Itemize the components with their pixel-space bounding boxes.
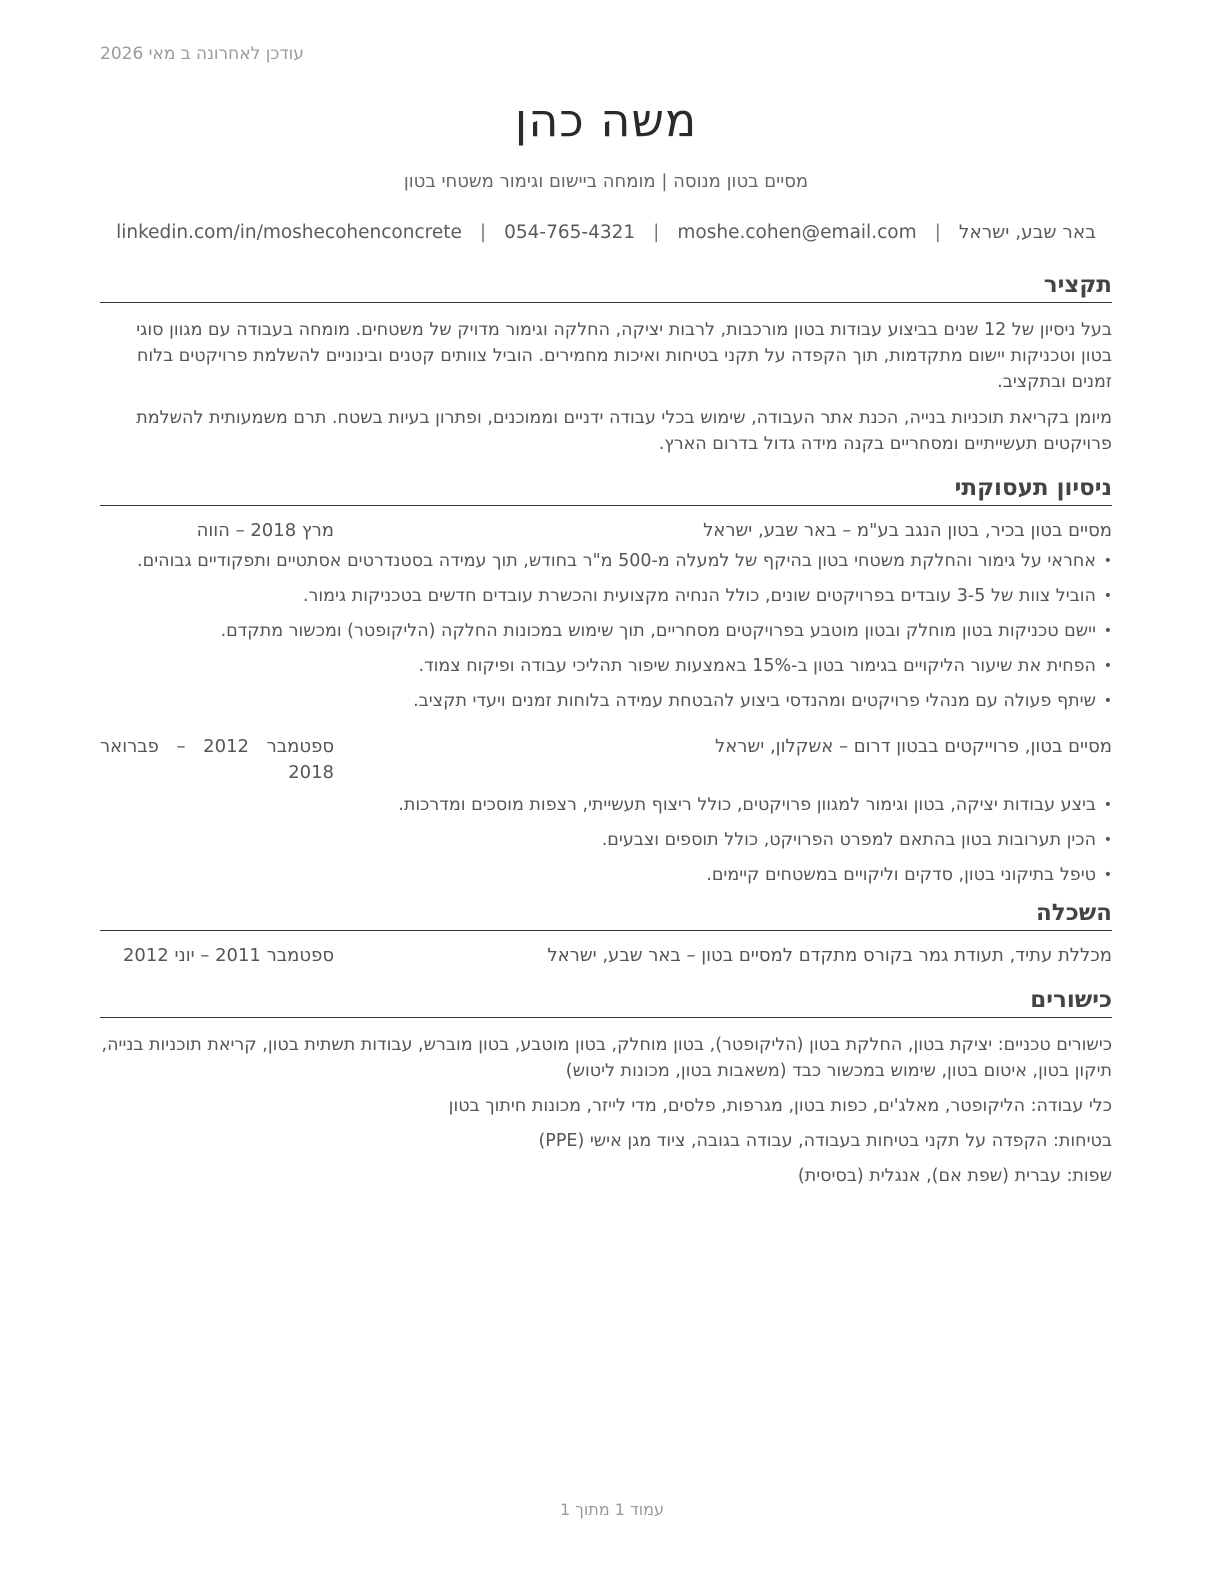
summary-section: [100, 270, 1112, 457]
contact-line: [100, 220, 1112, 246]
contact-separator: |: [479, 222, 487, 243]
education-dates: ספטמבר 2011 – יוני 2012: [122, 945, 334, 966]
job-bullets: [100, 792, 1112, 888]
education-heading: השכלה: [100, 898, 1112, 931]
education-section: [100, 898, 1112, 969]
job-dates: מרץ 2018 – הווה: [196, 520, 334, 541]
contact-linkedin[interactable]: linkedin.com/in/moshecohenconcrete: [116, 222, 462, 243]
skill-line: שפות: עברית (שפת אם), אנגלית (בסיסית): [797, 1166, 1112, 1186]
education-title: מכללת עתיד, תעודת גמר בקורס מתקדם למסיים בטון – באר שבע, ישראל: [547, 945, 1112, 966]
experience-heading: ניסיון תעסוקתי: [100, 473, 1112, 506]
job-bullet: • הכין תערובות בטון בהתאם למפרט הפרויקט, כולל תוספים וצבעים.: [100, 827, 1112, 853]
job-bullet: • יישם טכניקות בטון מוחלק ובטון מוטבע בפרויקטים מסחריים, תוך שימוש במכונות החלקה (הליקופטר) ומכשור מתקדם.: [100, 618, 1112, 644]
contact-phone[interactable]: 054-765-4321: [504, 222, 636, 243]
job-header: [100, 518, 1112, 544]
job-dates: ספטמבר 2012 – פברואר 2018: [100, 736, 334, 783]
experience-section: [100, 473, 1112, 888]
summary-heading: תקציר: [100, 270, 1112, 303]
job-bullet: • אחראי על גימור והחלקת משטחי בטון בהיקף של למעלה מ-500 מ"ר בחודש, תוך עמידה בסטנדרטים אסתטיים ותפקודיים גבוהים.: [100, 548, 1112, 574]
skill-line: כישורים טכניים: יציקת בטון, החלקת בטון (הליקופטר), בטון מוחלק, בטון מוטבע, בטון מוברש, עבודות תשתית בטון, קריאת תוכניות בנייה, תיקון בטון, איטום בטון, שימוש במכשור כבד (משאבות בטון, מכונות ליטוש): [101, 1035, 1112, 1081]
job-title: מסיים בטון בכיר, בטון הנגב בע"מ – באר שבע, ישראל: [703, 520, 1112, 541]
skills-heading: כישורים: [100, 985, 1112, 1018]
job-title: מסיים בטון, פרוייקטים בבטון דרום – אשקלון, ישראל: [715, 736, 1112, 757]
job-bullets: [100, 548, 1112, 714]
summary-paragraph: בעל ניסיון של 12 שנים בביצוע עבודות בטון מורכבות, לרבות יציקה, החלקה וגימור מדויק של משטחים. מומחה בעבודה עם מגוון סוגי בטון וטכניקות יישום מתקדמות, תוך הקפדה על תקני בטיחות ואיכות מחמירים. הוביל צוותים קטנים ובינוניים להשלמת פרויקטים בלוח זמנים ובתקציב.: [136, 320, 1112, 392]
resume-content: [100, 90, 1112, 1189]
job-bullet: • שיתף פעולה עם מנהלי פרויקטים ומהנדסי ביצוע להבטחת עמידה בלוחות זמנים ויעדי תקציב.: [100, 688, 1112, 714]
contact-separator: |: [934, 222, 941, 243]
job-bullet: • הוביל צוות של 3-5 עובדים בפרויקטים שונים, כולל הנחיה מקצועית והכשרת עובדים חדשים בטכניקות גימור.: [100, 583, 1112, 609]
job-bullet: • הפחית את שיעור הליקויים בגימור בטון ב-15% באמצעות שיפור תהליכי עבודה ופיקוח צמוד.: [100, 653, 1112, 679]
contact-location: באר שבע, ישראל: [958, 222, 1096, 243]
job-bullet: • ביצע עבודות יציקה, בטון וגימור למגוון פרויקטים, כולל ריצוף תעשייתי, רצפות מוסכים ומדרכות.: [100, 792, 1112, 818]
candidate-name: משה כהן: [514, 93, 698, 147]
education-entry: [100, 943, 1112, 969]
job-bullet: • טיפל בתיקוני בטון, סדקים וליקויים במשטחים קיימים.: [100, 862, 1112, 888]
page-number: עמוד 1 מתוך 1: [560, 1500, 664, 1519]
summary-paragraph: מיומן בקריאת תוכניות בנייה, הכנת אתר העבודה, שימוש בכלי עבודה ידניים וממוכנים, ופתרון בעיות בשטח. תרם משמעותית להשלמת פרויקטים תעשייתיים ומסחריים בקנה מידה גדול בדרום הארץ.: [136, 408, 1112, 454]
job-entry: [100, 734, 1112, 888]
contact-email[interactable]: moshe.cohen@email.com: [677, 222, 917, 243]
skill-line: בטיחות: הקפדה על תקני בטיחות בעבודה, עבודה בגובה, ציוד מגן אישי (PPE): [538, 1131, 1112, 1151]
candidate-headline: מסיים בטון מנוסה | מומחה ביישום וגימור משטחי בטון: [403, 171, 809, 192]
skill-line: כלי עבודה: הליקופטר, מאלג'ים, כפות בטון, מגרפות, פלסים, מדי לייזר, מכונות חיתוך בטון: [448, 1096, 1112, 1116]
last-updated-note: עודכן לאחרונה ב מאי 2026: [100, 44, 304, 64]
contact-separator: |: [653, 222, 660, 243]
skills-section: [100, 985, 1112, 1189]
job-entry: [100, 518, 1112, 714]
job-header: [100, 734, 1112, 786]
